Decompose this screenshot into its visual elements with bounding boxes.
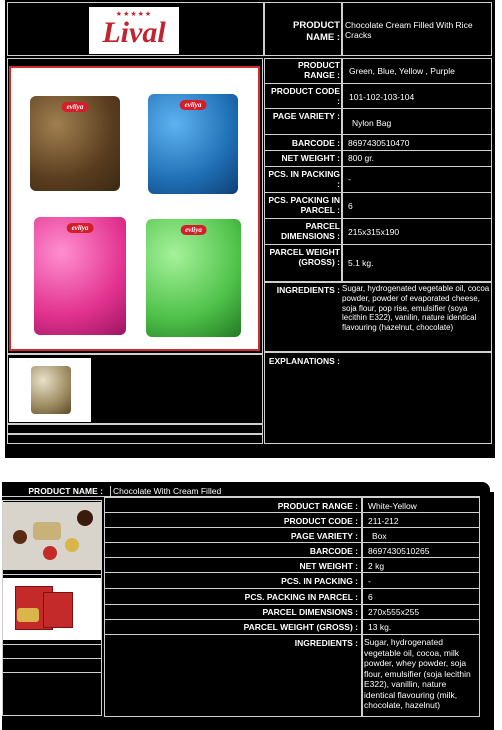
praline-dark — [77, 510, 93, 526]
spec-label: PCS. IN PACKING : — [268, 169, 340, 189]
footer-cell — [7, 424, 263, 434]
spec-label: BARCODE : — [291, 138, 340, 148]
spec-label: PAGE VARIETY : — [272, 111, 340, 121]
spec-value: 800 gr. — [348, 153, 374, 163]
spec-label: NET WEIGHT : — [281, 153, 340, 163]
spec-label: BARCODE : — [309, 546, 358, 556]
logo-arch-icon: ★★★★★ — [115, 11, 153, 18]
praline-dark — [13, 530, 27, 544]
spec-value: 101-102-103-104 — [349, 92, 415, 102]
explanations-label: EXPLANATIONS : — [268, 356, 340, 366]
logo-text: Lival — [102, 16, 166, 49]
spec-label: PRODUCT CODE : — [271, 86, 340, 106]
spec-value: - — [368, 576, 371, 586]
spec-value: - — [348, 174, 351, 184]
spec-label: PRODUCT CODE : — [283, 516, 358, 526]
bag-label: evliya — [62, 102, 89, 112]
bag-pink — [34, 217, 126, 335]
bag-brown — [30, 96, 120, 191]
product-name-value: Chocolate Cream Filled With Rice Cracks — [345, 20, 473, 40]
thumbnail-image — [9, 358, 91, 422]
spec-label: PCS. PACKING IN PARCEL : — [244, 592, 358, 602]
spec-label: PARCEL WEIGHT (GROSS) : — [243, 622, 358, 632]
spec-label: NET WEIGHT : — [299, 561, 358, 571]
bag-blue — [148, 94, 238, 194]
praline-wrapped — [33, 522, 61, 540]
product-photo — [9, 66, 260, 351]
bag-label: evliya — [67, 223, 94, 233]
spec-value: 2 kg — [368, 561, 385, 571]
gift-box-pralines — [17, 608, 39, 622]
spec-value: 270x555x255 — [368, 607, 420, 617]
spec-value: 13 kg. — [368, 622, 392, 632]
gift-box-open — [43, 592, 73, 628]
spec-value: Green, Blue, Yellow , Purple — [349, 66, 455, 76]
product-name-label: PRODUCT NAME : — [28, 486, 103, 496]
praline-gold — [65, 538, 79, 552]
ingredients-label: INGREDIENTS : — [276, 285, 340, 295]
spec-label: PARCEL DIMENSIONS : — [280, 221, 340, 241]
bag-label: evliya — [180, 225, 207, 235]
spec-label: PARCEL DIMENSIONS : — [262, 607, 358, 617]
spec-value: White-Yellow — [368, 501, 417, 511]
product-name-value: Chocolate With Cream Filled — [110, 486, 410, 496]
spec-label: PARCEL WEIGHT (GROSS) : — [269, 247, 340, 267]
spec-label: PAGE VARIETY : — [290, 531, 358, 541]
spec-value: Box — [372, 531, 387, 541]
ingredients-value: Sugar, hydrogenated vegetable oil, cocoa powder, powder of evaporated cheese, soja flour, pop rise, emulsifier (soya lecithin E322), vanilin, nature identical flavouring (hazelnut, chocolate) — [342, 284, 490, 333]
spec-value: 215x315x190 — [348, 227, 400, 237]
brand-logo — [89, 7, 179, 54]
spec-label: PCS. IN PACKING : — [281, 576, 358, 586]
ingredients-value: Sugar, hydrogenated vegetable oil, cocoa, milk powder, whey powder, soja flour, emulsifier (soja lecithin E322), vanillin, nature identical flavouring (milk, chocolate, hazelnut) — [364, 637, 471, 710]
spec-value: 6 — [368, 592, 373, 602]
praline-red — [43, 546, 57, 560]
spec-value: 5.1 kg. — [348, 258, 374, 268]
spec-value: 6 — [348, 201, 353, 211]
footer-cell — [7, 434, 263, 444]
sheet2-right-edge — [480, 492, 494, 730]
product-name-label: PRODUCT NAME : — [293, 20, 340, 43]
spec-label: PRODUCT RANGE : — [297, 60, 340, 80]
spec-value: 8697430510470 — [348, 138, 410, 148]
spec-value: 8697430510265 — [368, 546, 430, 556]
spec-label: PRODUCT RANGE : — [277, 501, 358, 511]
bag-label: evliya — [180, 100, 207, 110]
product-photo-pralines — [3, 502, 101, 570]
product-photo-box — [3, 578, 101, 640]
thumbnail-bag — [31, 366, 71, 414]
spec-value: Nylon Bag — [352, 118, 392, 128]
spec-label: PCS. PACKING IN PARCEL : — [268, 195, 340, 215]
ingredients-label: INGREDIENTS : — [294, 638, 358, 648]
spec-value: 211-212 — [368, 516, 399, 526]
bag-green — [146, 219, 241, 337]
